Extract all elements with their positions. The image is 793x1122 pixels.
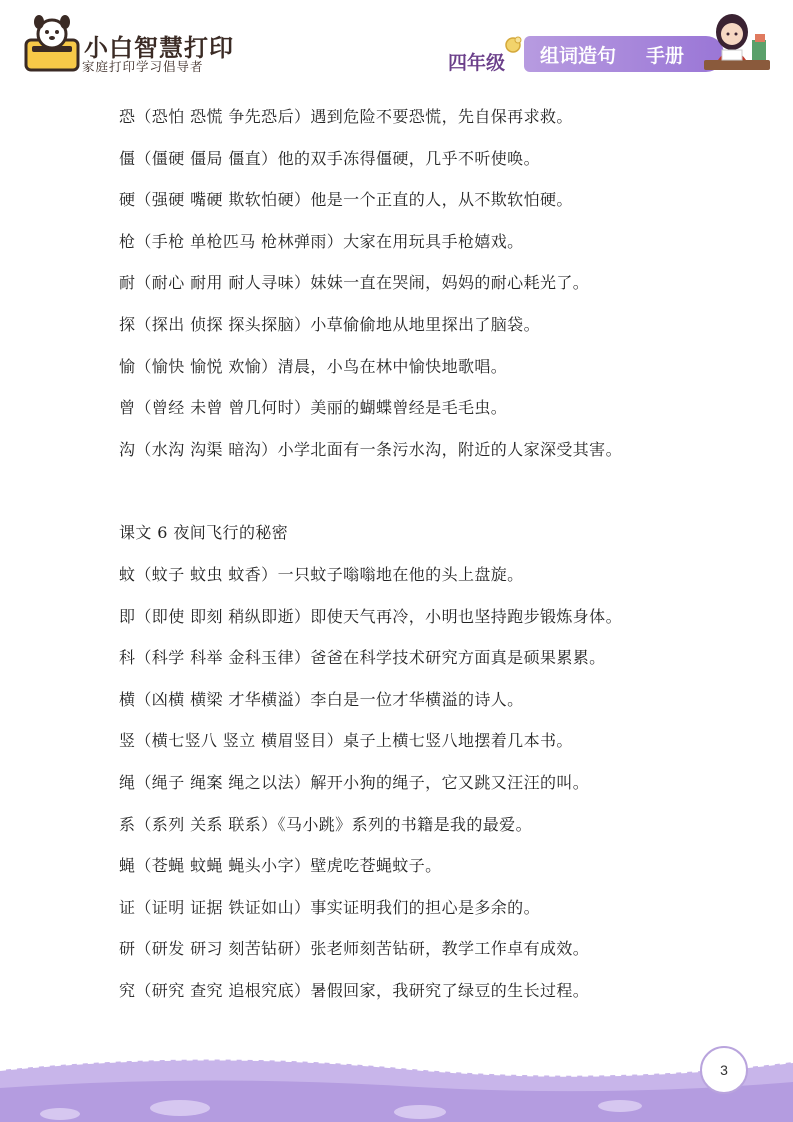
vocab-line: 绳（绳子 绳案 绳之以法）解开小狗的绳子，它又跳又汪汪的叫。 — [119, 772, 590, 792]
vocab-line: 沟（水沟 沟渠 暗沟）小学北面有一条污水沟，附近的人家深受其害。 — [119, 439, 622, 459]
coin-icon — [504, 36, 522, 54]
vocabulary-list — [119, 96, 779, 1011]
vocab-line: 枪（手枪 单枪匹马 枪林弹雨）大家在用玩具手枪嬉戏。 — [119, 231, 524, 251]
page-number: 3 — [700, 1046, 748, 1094]
vocab-line: 探（探出 侦探 探头探脑）小草偷偷地从地里探出了脑袋。 — [119, 314, 540, 334]
vocab-line: 蝇（苍蝇 蚊蝇 蝇头小字）壁虎吃苍蝇蚊子。 — [119, 856, 442, 876]
vocab-line: 科（科学 科举 金科玉律）爸爸在科学技术研究方面真是硕果累累。 — [119, 648, 606, 668]
vocab-line: 横（凶横 横梁 才华横溢）李白是一位才华横溢的诗人。 — [119, 689, 524, 709]
vocab-line: 证（证明 证据 铁证如山）事实证明我们的担心是多余的。 — [119, 897, 540, 917]
vocab-line: 即（即使 即刻 稍纵即逝）即使天气再冷，小明也坚持跑步锻炼身体。 — [119, 606, 622, 626]
dog-logo-icon — [24, 14, 80, 72]
page-header — [0, 0, 793, 90]
vocab-line: 蚊（蚊子 蚊虫 蚊香）一只蚊子嗡嗡地在他的头上盘旋。 — [119, 564, 524, 584]
grade-label: 四年级 — [448, 52, 506, 74]
vocab-line: 恐（恐怕 恐慌 争先恐后）遇到危险不要恐慌，先自保再求救。 — [119, 107, 573, 126]
brand-title: 小白智慧打印 — [84, 34, 234, 62]
vocab-line: 硬（强硬 嘴硬 欺软怕硬）他是一个正直的人，从不欺软怕硬。 — [119, 190, 573, 210]
vocab-line: 耐（耐心 耐用 耐人寻味）妹妹一直在哭闹，妈妈的耐心耗光了。 — [119, 273, 590, 293]
section-title: 课文 6 夜间飞行的秘密 — [119, 523, 289, 543]
vocab-line: 研（研发 研习 刻苦钻研）张老师刻苦钻研，教学工作卓有成效。 — [119, 939, 590, 959]
vocab-line: 究（研究 查究 追根究底）暑假回家，我研究了绿豆的生长过程。 — [119, 980, 590, 1000]
student-girl-illustration-icon — [700, 10, 772, 76]
vocab-line: 竖（横七竖八 竖立 横眉竖目）桌子上横七竖八地摆着几本书。 — [119, 731, 573, 751]
vocab-line: 曾（曾经 未曾 曾几何时）美丽的蝴蝶曾经是毛毛虫。 — [119, 398, 508, 418]
vocab-line: 愉（愉快 愉悦 欢愉）清晨，小鸟在林中愉快地歌唱。 — [119, 356, 508, 376]
brand-subtitle: 家庭打印学习倡导者 — [82, 59, 204, 74]
vocab-line: 僵（僵硬 僵局 僵直）他的双手冻得僵硬，几乎不听使唤。 — [119, 148, 540, 168]
book-title: 组词造句 — [540, 45, 617, 67]
vocab-line: 系（系列 关系 联系）《马小跳》系列的书籍是我的最爱。 — [119, 814, 532, 834]
footer-wave-decoration — [0, 1040, 793, 1122]
book-type: 手册 — [646, 45, 685, 67]
